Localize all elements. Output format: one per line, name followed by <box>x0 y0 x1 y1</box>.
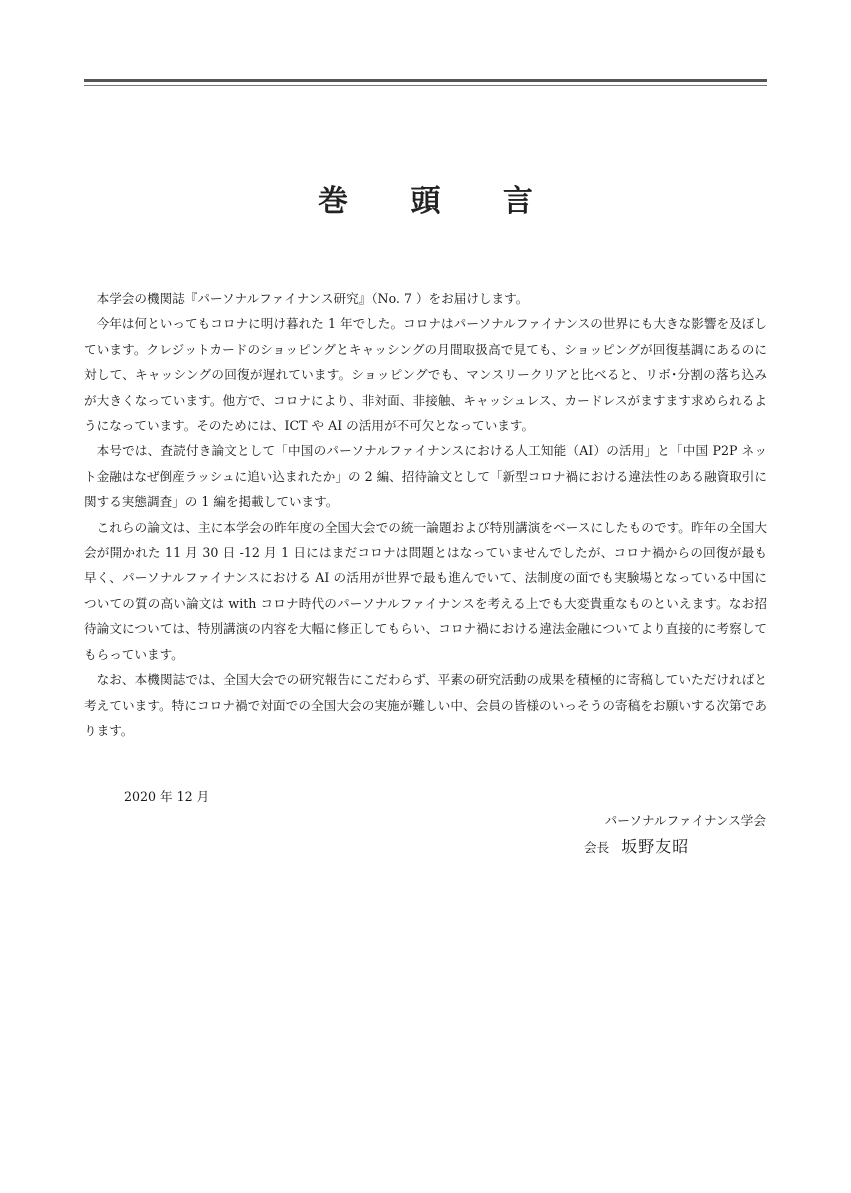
date: 2020 年 12 月 <box>124 789 210 804</box>
signature-role: 会長 <box>584 840 610 855</box>
signature-name: 坂野友昭 <box>621 837 690 856</box>
top-rule <box>84 79 767 82</box>
signature <box>584 834 689 857</box>
paragraph-3: 本号では、査読付き論文として「中国のパーソナルファイナンスにおける人工知能（AI）の活用」と「中国 P2P ネット金融はなぜ倒産ラッシュに追い込まれたか」の 2 編、招待論文として「新型コロナ禍における違法性のある融資取引に関する実態調査」の 1 編を掲載しています。 <box>84 443 767 510</box>
page-title: 巻 頭 言 <box>318 184 559 219</box>
top-rule-thin <box>84 85 767 86</box>
paragraph-1: 本学会の機関誌『パーソナルファイナンス研究』（No. 7 ）をお届けします。 <box>96 291 529 306</box>
paragraph-2: 今年は何といってもコロナに明け暮れた 1 年でした。コロナはパーソナルファイナンスの世界にも大きな影響を及ぼしています。クレジットカードのショッピングとキャッシングの月間取扱高で見ても、ショッピングが回復基調にあるのに対して、キャッシングの回復が遅れています。ショッピングでも、マンスリークリアと比べると、リボ･分割の落ち込みが大きくなっています。他方で、コロナにより、非対面、非接触、キャッシュレス、カードレスがますます求められるようになっています。そのためには、ICT や AI の活用が不可欠となっています。 <box>84 316 767 434</box>
organization-name: パーソナルファイナンス学会 <box>604 813 766 828</box>
paragraph-5: なお、本機関誌では、全国大会での研究報告にこだわらず、平素の研究活動の成果を積極的に寄稿していただければと考えています。特にコロナ禍で対面での全国大会の実施が難しい中、会員の皆様のいっそうの寄稿をお願いする次第であります。 <box>84 672 767 738</box>
body-text <box>84 286 767 743</box>
paragraph-4: これらの論文は、主に本学会の昨年度の全国大会での統一論題および特別講演をベースにしたものです。昨年の全国大会が開かれた 11 月 30 日 -12 月 1 日にはまだコロナは問題とはなっていませんでしたが、コロナ禍からの回復が最も早く、パーソナルファイナンスにおける AI の活用が世界で最も進んでいて、法制度の面でも実験場となっている中国についての質の高い論文は with コロナ時代のパーソナルファイナンスを考える上でも大変貴重なものといえます。なお招待論文については、特別講演の内容を大幅に修正してもらい、コロナ禍における違法金融についてより直接的に考察してもらっています。 <box>84 519 767 662</box>
